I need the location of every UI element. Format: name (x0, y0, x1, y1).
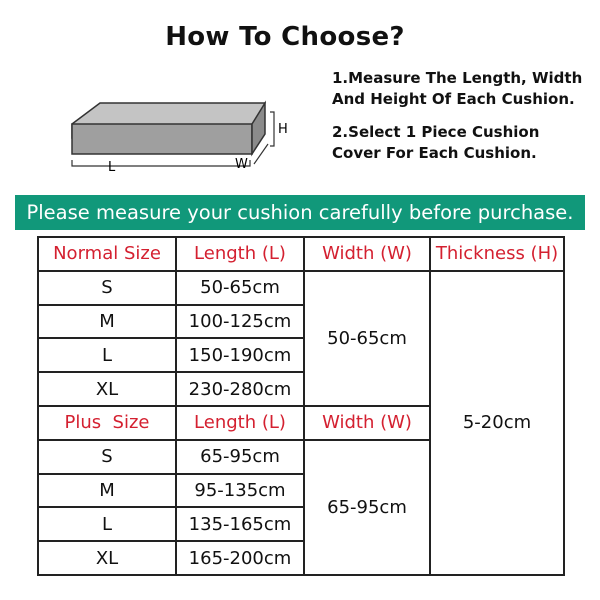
length-cell: 135-165cm (176, 507, 304, 541)
header-length: Length (L) (176, 237, 304, 271)
page-title: How To Choose? (165, 22, 405, 52)
table-header-row (38, 237, 564, 271)
length-cell: 95-135cm (176, 474, 304, 508)
header-normal-size: Normal Size (38, 237, 176, 271)
cushion-diagram (60, 98, 300, 188)
header-plus-size: Plus Size (38, 406, 176, 440)
thickness-cell: 5-20cm (430, 271, 564, 575)
header-thickness: Thickness (H) (430, 237, 564, 271)
notice-banner: Please measure your cushion carefully before purchase. (15, 195, 585, 230)
header-width: Width (W) (304, 406, 430, 440)
step-2: 2.Select 1 Piece Cushion Cover For Each Cushion. (332, 123, 540, 162)
header-width: Width (W) (304, 237, 430, 271)
instructions (332, 68, 592, 176)
size-cell: L (38, 507, 176, 541)
height-label: H (278, 122, 288, 137)
length-cell: 165-200cm (176, 541, 304, 575)
width-label: W (235, 157, 248, 172)
length-cell: 100-125cm (176, 305, 304, 339)
length-cell: 65-95cm (176, 440, 304, 474)
size-cell: S (38, 271, 176, 305)
table-row (38, 271, 564, 305)
length-cell: 150-190cm (176, 338, 304, 372)
size-cell: M (38, 305, 176, 339)
step-1: 1.Measure The Length, Width And Height Of Each Cushion. (332, 69, 583, 108)
length-cell: 230-280cm (176, 372, 304, 406)
header-length: Length (L) (176, 406, 304, 440)
cushion-shape (72, 103, 265, 154)
size-cell: M (38, 474, 176, 508)
size-cell: XL (38, 372, 176, 406)
normal-width-cell: 50-65cm (304, 271, 430, 406)
size-cell: L (38, 338, 176, 372)
size-cell: S (38, 440, 176, 474)
length-label: L (108, 160, 116, 175)
length-cell: 50-65cm (176, 271, 304, 305)
size-chart (37, 236, 565, 576)
plus-width-cell: 65-95cm (304, 440, 430, 575)
size-cell: XL (38, 541, 176, 575)
